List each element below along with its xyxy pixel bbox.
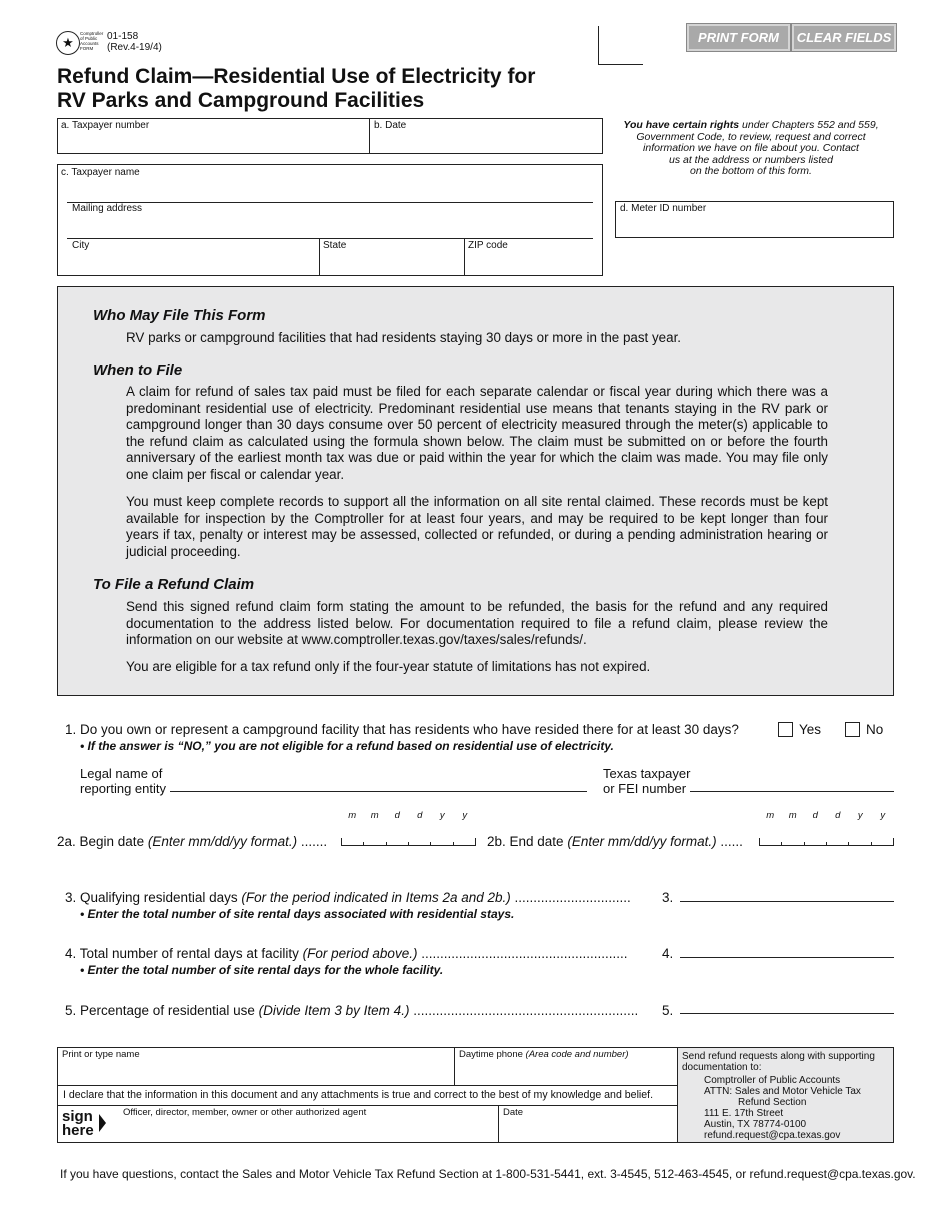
rights-notice [612, 120, 890, 178]
q5-hint: (Divide Item 3 by Item 4.) [258, 1003, 410, 1018]
mailing-address-label: Mailing address [72, 203, 143, 214]
q2b-label: 2b. End date [487, 834, 564, 849]
to-file-text: Send this signed refund claim form stating the amount to be refunded, the basis for the refund and any required documentation to the address listed below. For documentation required to file a refund claim, please review the information on our website at www.comptroller.texas.gov/taxes/sales/refunds/. [126, 599, 828, 648]
address-line-1: Comptroller of Public Accounts [704, 1075, 841, 1086]
sign-date-label: Date [503, 1107, 524, 1118]
tx-payer-label-1: Texas taxpayer [603, 766, 691, 781]
rights-bold: You have certain rights [623, 119, 740, 131]
divider [67, 238, 593, 239]
date-letter: d [835, 810, 841, 821]
q2a-hint: (Enter mm/dd/yy format.) [147, 834, 298, 849]
q4-hint: (For period above.) [302, 946, 418, 961]
taxpayer-number-label: a. Taxpayer number [61, 120, 150, 131]
divider [67, 202, 593, 203]
question-4 [65, 946, 628, 961]
date-letter: m [766, 810, 775, 821]
q1-yes-checkbox[interactable] [778, 722, 793, 737]
comptroller-seal-icon: ★ [56, 31, 80, 55]
here-label: here [62, 1122, 94, 1139]
footer-contact-text: If you have questions, contact the Sales and Motor Vehicle Tax Refund Section at 1-800-531-5441, ext. 3-4545, 512-463-4545, or refund.request@cpa.texas.gov. [60, 1167, 916, 1181]
page-title-line1: Refund Claim—Residential Use of Electricity for [57, 65, 536, 88]
send-instructions-1: Send refund requests along with supporting [682, 1051, 875, 1062]
q3-field[interactable] [680, 900, 894, 902]
question-1: 1. Do you own or represent a campground facility that has residents who have resided there for at least 30 days? [65, 722, 739, 737]
state-label: State [323, 240, 347, 251]
tx-payer-label-2: or FEI number [603, 781, 687, 796]
city-field[interactable] [72, 252, 316, 273]
q1-no-label: No [866, 722, 884, 737]
divider [57, 1105, 677, 1106]
phone-hint: (Area code and number) [525, 1049, 629, 1060]
clear-fields-button[interactable]: CLEAR FIELDS [792, 24, 896, 51]
address-line-5: Austin, TX 78774-0100 [704, 1119, 807, 1130]
date-letter: y [439, 810, 445, 821]
q1-no-checkbox[interactable] [845, 722, 860, 737]
instructions-panel [57, 286, 894, 696]
date-letter: y [857, 810, 863, 821]
rights-line1: under Chapters 552 and 559, [742, 119, 879, 131]
end-date-question [487, 834, 743, 849]
print-name-label: Print or type name [62, 1049, 140, 1060]
date-field[interactable] [374, 132, 599, 152]
taxpayer-name-label: c. Taxpayer name [61, 167, 140, 178]
date-letter: d [417, 810, 423, 821]
legal-name-field[interactable] [170, 790, 587, 792]
q5-number: 5. [662, 1003, 674, 1018]
date-letter: m [370, 810, 379, 821]
divider [464, 238, 465, 276]
begin-date-field[interactable] [341, 838, 476, 846]
address-line-3: Refund Section [738, 1097, 807, 1108]
address-line-2: ATTN: Sales and Motor Vehicle Tax [704, 1086, 861, 1097]
date-letter: d [394, 810, 400, 821]
q3-label: 3. Qualifying residential days [65, 890, 238, 905]
legal-name-label-1: Legal name of [80, 766, 163, 781]
zip-field[interactable] [468, 252, 598, 273]
address-line-4: 111 E. 17th Street [704, 1108, 784, 1119]
q1-note: • If the answer is “NO,” you are not eligible for a refund based on residential use of electricity. [80, 739, 614, 753]
to-file-heading: To File a Refund Claim [93, 576, 255, 593]
end-date-letters [759, 810, 894, 821]
date-label: b. Date [374, 120, 407, 131]
state-field[interactable] [323, 252, 461, 273]
taxpayer-name-field[interactable] [61, 179, 591, 200]
q2a-dots: ....... [300, 834, 328, 849]
q3-note: • Enter the total number of site rental days associated with residential stays. [80, 907, 515, 921]
q2b-hint: (Enter mm/dd/yy format.) [567, 834, 717, 849]
meter-id-field[interactable] [620, 215, 890, 235]
begin-date-question [57, 834, 327, 849]
q5-field[interactable] [680, 1012, 894, 1014]
corner-mark [598, 26, 643, 65]
date-letter: m [348, 810, 357, 821]
legal-name-label-2: reporting entity [80, 781, 166, 796]
date-letter: m [788, 810, 797, 821]
sign-date-field[interactable] [503, 1119, 673, 1141]
divider [319, 238, 320, 276]
q3-hint: (For the period indicated in Items 2a and 2b.) [241, 890, 511, 905]
divider [57, 1085, 677, 1086]
end-date-field[interactable] [759, 838, 894, 846]
q3-dots: ............................... [514, 890, 631, 905]
send-instructions-2: documentation to: [682, 1062, 762, 1073]
officer-label: Officer, director, member, owner or other authorized agent [123, 1107, 367, 1118]
q4-label: 4. Total number of rental days at facility [65, 946, 299, 961]
divider [454, 1047, 455, 1085]
sign-here-marker [62, 1110, 94, 1138]
tx-payer-number-field[interactable] [690, 790, 894, 792]
who-may-file-text: RV parks or campground facilities that had residents staying 30 days or more in the past year. [126, 330, 682, 345]
divider [369, 118, 370, 154]
declaration-text: I declare that the information in this document and any attachments is true and correct to the best of my knowledge and belief. [63, 1089, 654, 1101]
rights-line4: us at the address or numbers listed [668, 153, 833, 166]
address-email: refund.request@cpa.texas.gov [704, 1130, 841, 1141]
sign-label: sign [62, 1108, 93, 1125]
who-may-file-heading: Who May File This Form [93, 307, 266, 324]
date-letter: y [462, 810, 468, 821]
meter-id-label: d. Meter ID number [620, 203, 707, 214]
q4-dots: ....................................................... [421, 946, 628, 961]
print-form-button[interactable]: PRINT FORM [687, 24, 790, 51]
eligibility-text: You are eligible for a tax refund only if the four-year statute of limitations has not expired. [126, 659, 651, 674]
records-text: You must keep complete records to support all the information on all site rental claimed. These records must be kept available for inspection by the Comptroller for at least four years, and may be required to be kept longer than four years if tax, penalty or interest may be assessed, collected or refunded, or during a pending administration hearing or judicial proceeding. [126, 494, 828, 559]
phone-field[interactable] [459, 1061, 673, 1083]
when-to-file-heading: When to File [93, 362, 183, 379]
begin-date-letters [341, 810, 476, 821]
form-revision: (Rev.4-19/4) [107, 42, 162, 53]
q4-number: 4. [662, 946, 674, 961]
rights-line3: information we have on file about you. Contact [643, 142, 859, 155]
phone-label-group [459, 1049, 629, 1060]
rights-line5: on the bottom of this form. [690, 165, 812, 178]
zip-label: ZIP code [468, 240, 508, 251]
divider [498, 1105, 499, 1143]
date-letter: y [880, 810, 886, 821]
seal-caption: Comptroller of Public Accounts FORM [80, 31, 104, 51]
date-letter: d [812, 810, 818, 821]
q4-field[interactable] [680, 956, 894, 958]
page-title-line2: RV Parks and Campground Facilities [57, 89, 425, 112]
city-label: City [72, 240, 90, 251]
taxpayer-number-field[interactable] [61, 132, 366, 152]
rights-line2: Government Code, to review, request and correct [636, 130, 866, 143]
sign-arrow-icon [99, 1114, 106, 1132]
question-5 [65, 1003, 638, 1018]
print-name-field[interactable] [62, 1061, 450, 1083]
form-number: 01-158 [107, 31, 139, 42]
mailing-address-field[interactable] [72, 215, 592, 236]
question-3 [65, 890, 631, 905]
q2b-dots: ...... [720, 834, 743, 849]
q3-number: 3. [662, 890, 674, 905]
q5-dots: ............................................................ [413, 1003, 639, 1018]
q4-note: • Enter the total number of site rental days for the whole facility. [80, 963, 444, 977]
signature-field[interactable] [110, 1119, 494, 1141]
q5-label: 5. Percentage of residential use [65, 1003, 255, 1018]
q2a-label: 2a. Begin date [57, 834, 145, 849]
phone-label: Daytime phone [459, 1049, 523, 1060]
when-to-file-text: A claim for refund of sales tax paid must be filed for each separate calendar or fiscal year during which there was a predominant residential use of electricity. Predominant residential use means that tenants staying in the RV park or campground longer than 30 days consume over 50 percent of electricity measured through the meter(s) applicable to the refund claim as calculated using the formula shown below. The claim must be submitted on or before the fourth anniversary of the earliest month tax was due or paid within the year for which the claim was made. You may file only one claim per fiscal or calendar year. [126, 384, 828, 482]
q1-yes-label: Yes [799, 722, 822, 737]
